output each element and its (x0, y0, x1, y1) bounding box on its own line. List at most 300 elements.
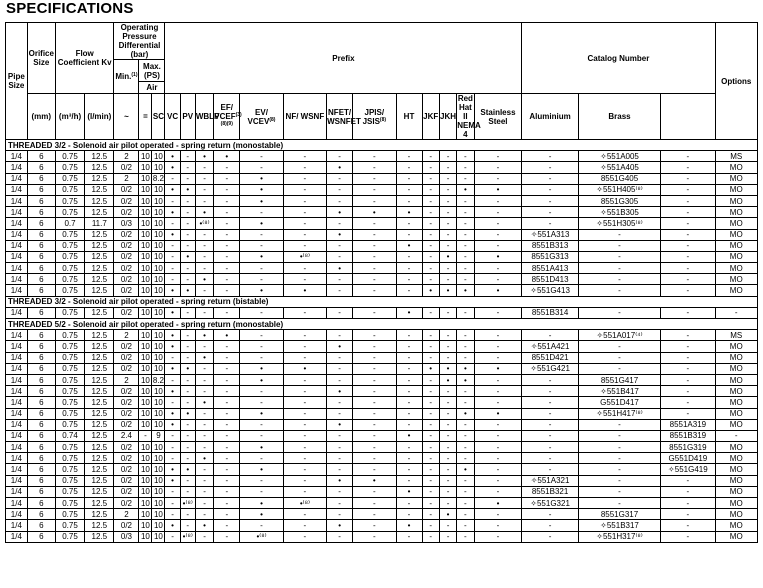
table-cell: - (214, 374, 240, 385)
table-cell: - (396, 263, 422, 274)
table-cell: - (214, 184, 240, 195)
table-cell: 10 (139, 352, 152, 363)
table-cell: 0/2 (114, 520, 139, 531)
table-cell: 0.75 (55, 229, 84, 240)
table-cell: - (457, 162, 474, 173)
table-cell: - (240, 386, 283, 397)
table-cell: - (474, 386, 522, 397)
table-cell: MO (715, 442, 758, 453)
table-cell: - (474, 274, 522, 285)
table-cell: - (439, 307, 456, 318)
table-cell: 2 (114, 151, 139, 162)
header-orifice-size: Orifice Size (27, 23, 55, 94)
table-cell: - (422, 274, 439, 285)
table-cell: • (422, 363, 439, 374)
table-cell: 2 (114, 330, 139, 341)
table-cell: - (661, 352, 715, 363)
table-cell: - (180, 397, 195, 408)
table-cell: - (578, 363, 660, 374)
table-cell: 10 (139, 531, 152, 542)
table-cell: - (661, 386, 715, 397)
table-cell: - (240, 453, 283, 464)
table-cell: ✧551H417⁽⁸⁾ (578, 408, 660, 419)
table-cell: - (353, 531, 396, 542)
table-cell: - (474, 509, 522, 520)
table-cell: - (474, 520, 522, 531)
table-cell: • (180, 464, 195, 475)
table-cell: - (457, 341, 474, 352)
table-cell: • (353, 207, 396, 218)
table-cell: 8551B319 (661, 430, 715, 441)
table-cell: - (439, 240, 456, 251)
table-cell: MO (715, 531, 758, 542)
table-cell: 6 (27, 352, 55, 363)
table-cell: - (522, 408, 578, 419)
table-row (6, 453, 758, 464)
table-cell: - (457, 419, 474, 430)
table-cell: • (327, 520, 353, 531)
table-cell: • (195, 207, 213, 218)
page-title: SPECIFICATIONS (6, 0, 134, 17)
table-cell: - (439, 173, 456, 184)
table-cell: 6 (27, 263, 55, 274)
table-cell: - (283, 442, 326, 453)
header-prefix: Prefix (165, 23, 522, 94)
section-header (6, 296, 758, 307)
table-cell: 10 (139, 263, 152, 274)
table-cell: 0.75 (55, 486, 84, 497)
table-cell: MO (715, 464, 758, 475)
table-cell: 1/4 (6, 218, 28, 229)
table-cell: - (327, 498, 353, 509)
header-ac: ~ (114, 94, 139, 140)
table-cell: - (214, 363, 240, 374)
table-cell: 0.75 (55, 307, 84, 318)
table-row (6, 263, 758, 274)
table-cell: - (396, 352, 422, 363)
table-cell: 0/2 (114, 442, 139, 453)
table-cell: 10 (152, 195, 165, 206)
table-cell: 8551A319 (661, 419, 715, 430)
table-cell: - (214, 464, 240, 475)
table-cell: MO (715, 240, 758, 251)
table-cell: - (422, 531, 439, 542)
table-cell: - (422, 184, 439, 195)
table-cell: - (214, 509, 240, 520)
table-cell: • (165, 341, 180, 352)
table-cell: 10 (152, 151, 165, 162)
table-cell: • (327, 207, 353, 218)
table-cell: 10 (139, 274, 152, 285)
header-air: Air (139, 82, 165, 94)
table-cell: • (457, 408, 474, 419)
table-cell: MO (715, 162, 758, 173)
table-cell: - (661, 374, 715, 385)
table-cell: 10 (139, 363, 152, 374)
table-cell: - (195, 363, 213, 374)
table-cell: 10 (152, 240, 165, 251)
section-title: THREADED 5/2 - Solenoid air pilot operated - spring return (monostable) (6, 319, 758, 330)
table-cell: 6 (27, 475, 55, 486)
table-cell: - (661, 240, 715, 251)
table-cell: - (578, 475, 660, 486)
table-cell: 12.5 (85, 386, 114, 397)
table-cell: - (353, 162, 396, 173)
table-cell: • (214, 330, 240, 341)
table-cell: 6 (27, 307, 55, 318)
table-cell: - (180, 520, 195, 531)
table-cell: 6 (27, 207, 55, 218)
table-cell: 0/2 (114, 240, 139, 251)
table-cell: 0/2 (114, 274, 139, 285)
table-cell: - (396, 184, 422, 195)
table-cell: 0/2 (114, 263, 139, 274)
table-cell: - (457, 430, 474, 441)
table-cell: - (661, 274, 715, 285)
table-cell: • (439, 251, 456, 262)
table-cell: •⁽⁸⁾ (240, 531, 283, 542)
table-row (6, 464, 758, 475)
table-cell: 1/4 (6, 419, 28, 430)
table-cell: MO (715, 363, 758, 374)
table-cell: - (661, 363, 715, 374)
table-cell: 0/2 (114, 386, 139, 397)
table-cell: MO (715, 419, 758, 430)
header-prefix-item: JKH (439, 94, 456, 140)
table-cell: 0.7 (55, 218, 84, 229)
table-cell: - (353, 151, 396, 162)
table-cell: - (327, 430, 353, 441)
table-cell: - (522, 330, 578, 341)
header-operating-pressure: Operating Pressure Differential (bar) (114, 23, 165, 60)
table-cell: 0.75 (55, 374, 84, 385)
table-cell: 10 (152, 531, 165, 542)
table-cell: - (180, 509, 195, 520)
table-cell: - (422, 397, 439, 408)
table-cell: - (180, 274, 195, 285)
table-cell: - (353, 251, 396, 262)
table-cell: - (214, 442, 240, 453)
table-cell: - (578, 285, 660, 296)
table-cell: 12.5 (85, 352, 114, 363)
table-cell: - (195, 307, 213, 318)
table-cell: - (283, 173, 326, 184)
table-cell: - (327, 240, 353, 251)
table-cell: - (180, 486, 195, 497)
table-cell: 12.5 (85, 464, 114, 475)
table-cell: - (439, 520, 456, 531)
table-cell: • (396, 486, 422, 497)
table-cell: - (661, 531, 715, 542)
table-cell: 0.75 (55, 263, 84, 274)
table-cell: - (195, 240, 213, 251)
table-cell: - (353, 195, 396, 206)
table-cell: 10 (152, 341, 165, 352)
header-brass: Brass (578, 94, 660, 140)
table-cell: - (327, 173, 353, 184)
table-cell: 8551B313 (522, 240, 578, 251)
header-min: Min.$^{(1)}$ (114, 60, 139, 94)
table-cell: 12.5 (85, 341, 114, 352)
table-cell: 1/4 (6, 531, 28, 542)
table-cell: 10 (139, 251, 152, 262)
table-cell: - (396, 374, 422, 385)
table-cell: MS (715, 151, 758, 162)
table-cell: 12.5 (85, 397, 114, 408)
table-cell: - (195, 509, 213, 520)
table-cell: - (165, 397, 180, 408)
table-cell: - (240, 520, 283, 531)
table-cell: 6 (27, 486, 55, 497)
table-cell: 10 (139, 195, 152, 206)
header-prefix-item: NFET/ WSNFET (327, 94, 353, 140)
table-cell: • (422, 285, 439, 296)
table-cell: 0/2 (114, 419, 139, 430)
table-cell: 12.5 (85, 430, 114, 441)
table-cell: • (283, 363, 326, 374)
table-cell: - (396, 397, 422, 408)
table-cell: 6 (27, 408, 55, 419)
table-cell: - (283, 408, 326, 419)
table-cell: - (578, 442, 660, 453)
table-cell: 10 (152, 464, 165, 475)
table-cell: 1/4 (6, 229, 28, 240)
table-cell: - (522, 386, 578, 397)
table-cell: - (353, 307, 396, 318)
table-cell: - (283, 184, 326, 195)
table-cell: - (283, 419, 326, 430)
table-cell: - (327, 218, 353, 229)
table-cell: - (522, 453, 578, 464)
table-cell: 0/2 (114, 464, 139, 475)
table-row (6, 240, 758, 251)
table-cell: - (353, 453, 396, 464)
table-cell: • (474, 184, 522, 195)
table-cell: 0.75 (55, 386, 84, 397)
table-cell: 0.75 (55, 397, 84, 408)
table-cell: - (195, 531, 213, 542)
table-cell: • (240, 195, 283, 206)
table-cell: - (327, 464, 353, 475)
table-cell: 0/2 (114, 486, 139, 497)
table-cell: 10 (139, 442, 152, 453)
table-cell: - (396, 162, 422, 173)
table-cell: • (327, 263, 353, 274)
table-cell: - (353, 330, 396, 341)
table-cell: • (165, 184, 180, 195)
table-cell: - (353, 263, 396, 274)
table-cell: 0.75 (55, 341, 84, 352)
table-cell: 12.5 (85, 251, 114, 262)
table-cell: - (180, 240, 195, 251)
table-cell: 1/4 (6, 341, 28, 352)
table-cell: 10 (152, 207, 165, 218)
table-cell: - (422, 195, 439, 206)
table-cell: ✧551H405⁽⁸⁾ (578, 184, 660, 195)
header-prefix-item: JPIS/ JSIS$^{(8)}$ (353, 94, 396, 140)
table-cell: - (457, 240, 474, 251)
table-cell: • (195, 520, 213, 531)
table-cell: - (214, 475, 240, 486)
table-cell: 10 (152, 386, 165, 397)
table-cell: 12.5 (85, 419, 114, 430)
table-cell: ✧551H305⁽⁸⁾ (578, 218, 660, 229)
table-cell: - (214, 195, 240, 206)
table-cell: - (661, 251, 715, 262)
table-cell: 8551G305 (578, 195, 660, 206)
table-cell: - (422, 352, 439, 363)
table-cell: - (474, 207, 522, 218)
table-cell: - (474, 531, 522, 542)
header-pipe-size: Pipe Size (6, 23, 28, 140)
table-cell: 12.5 (85, 195, 114, 206)
table-cell: - (439, 386, 456, 397)
table-cell: - (396, 285, 422, 296)
table-cell: - (396, 251, 422, 262)
table-cell: - (327, 195, 353, 206)
table-cell: - (180, 352, 195, 363)
table-cell: - (396, 195, 422, 206)
table-cell: - (422, 453, 439, 464)
table-cell: 6 (27, 453, 55, 464)
table-cell: - (283, 229, 326, 240)
table-cell: - (422, 207, 439, 218)
table-cell: 1/4 (6, 442, 28, 453)
table-cell: - (474, 330, 522, 341)
table-cell: - (396, 419, 422, 430)
table-cell: - (214, 453, 240, 464)
table-cell: 0.75 (55, 509, 84, 520)
table-cell: ✧551B317 (578, 520, 660, 531)
table-cell: - (522, 520, 578, 531)
table-cell: - (180, 430, 195, 441)
table-cell: 10 (152, 453, 165, 464)
table-cell: - (195, 442, 213, 453)
table-cell: 1/4 (6, 475, 28, 486)
table-cell: - (522, 442, 578, 453)
table-cell: 6 (27, 184, 55, 195)
table-cell: 8551G313 (522, 251, 578, 262)
table-cell: - (180, 307, 195, 318)
table-cell: - (439, 442, 456, 453)
table-cell: 1/4 (6, 374, 28, 385)
table-cell: • (474, 363, 522, 374)
specifications-table (5, 22, 758, 543)
table-cell: MO (715, 184, 758, 195)
table-cell: - (165, 240, 180, 251)
table-cell: - (422, 464, 439, 475)
table-cell: - (195, 195, 213, 206)
table-cell: • (327, 386, 353, 397)
table-row (6, 509, 758, 520)
table-cell: - (240, 274, 283, 285)
table-cell: - (578, 453, 660, 464)
table-cell: 10 (139, 173, 152, 184)
table-cell: • (180, 363, 195, 374)
table-cell: - (353, 509, 396, 520)
table-cell: 10 (139, 341, 152, 352)
table-cell: 0.75 (55, 151, 84, 162)
table-cell: 10 (139, 207, 152, 218)
table-cell: 1/4 (6, 151, 28, 162)
table-cell: - (474, 151, 522, 162)
table-cell: - (195, 285, 213, 296)
table-cell: 10 (139, 218, 152, 229)
table-cell: - (396, 229, 422, 240)
table-cell: 2 (114, 173, 139, 184)
table-cell: - (422, 408, 439, 419)
table-cell: • (457, 464, 474, 475)
table-cell: - (396, 408, 422, 419)
table-cell: 0/2 (114, 408, 139, 419)
table-cell: • (240, 442, 283, 453)
table-cell: - (396, 173, 422, 184)
table-cell: - (327, 408, 353, 419)
table-cell: - (180, 386, 195, 397)
table-cell: 6 (27, 251, 55, 262)
table-cell: 0/2 (114, 207, 139, 218)
table-cell: 0.75 (55, 464, 84, 475)
table-cell: - (661, 285, 715, 296)
table-cell: - (240, 207, 283, 218)
table-cell: • (165, 475, 180, 486)
table-cell: - (661, 173, 715, 184)
table-cell: - (327, 531, 353, 542)
table-cell: - (439, 162, 456, 173)
table-cell: - (240, 419, 283, 430)
table-cell: - (214, 520, 240, 531)
table-cell: - (474, 240, 522, 251)
table-cell: - (180, 162, 195, 173)
header-prefix-item: WBLP (195, 94, 213, 140)
table-cell: - (139, 430, 152, 441)
table-cell: 0.75 (55, 207, 84, 218)
table-cell: - (661, 151, 715, 162)
table-cell: MO (715, 341, 758, 352)
table-cell: ✧551B417 (578, 386, 660, 397)
table-cell: - (165, 173, 180, 184)
table-cell: - (195, 341, 213, 352)
table-cell: - (283, 218, 326, 229)
table-cell: - (661, 263, 715, 274)
table-cell: - (214, 341, 240, 352)
table-cell: 12.5 (85, 498, 114, 509)
table-cell: - (457, 251, 474, 262)
table-cell: - (195, 486, 213, 497)
table-cell: • (165, 229, 180, 240)
table-cell: MO (715, 453, 758, 464)
table-cell: 10 (139, 464, 152, 475)
table-cell: • (327, 475, 353, 486)
table-cell: ✧551G321 (522, 498, 578, 509)
header-prefix-item: EV/ VCEV$^{(8)}$ (240, 94, 283, 140)
table-cell: • (195, 330, 213, 341)
table-cell: 1/4 (6, 195, 28, 206)
table-cell: - (439, 464, 456, 475)
table-cell: 6 (27, 285, 55, 296)
table-cell: MS (715, 330, 758, 341)
table-cell: •⁽⁸⁾ (195, 218, 213, 229)
table-cell: - (353, 352, 396, 363)
header-flow-coefficient: Flow Coefficient Kv (55, 23, 114, 94)
table-cell: - (283, 397, 326, 408)
table-cell: - (439, 218, 456, 229)
table-cell: - (165, 263, 180, 274)
table-cell: - (240, 162, 283, 173)
table-cell: 10 (152, 352, 165, 363)
table-cell: - (283, 263, 326, 274)
table-cell: - (240, 352, 283, 363)
